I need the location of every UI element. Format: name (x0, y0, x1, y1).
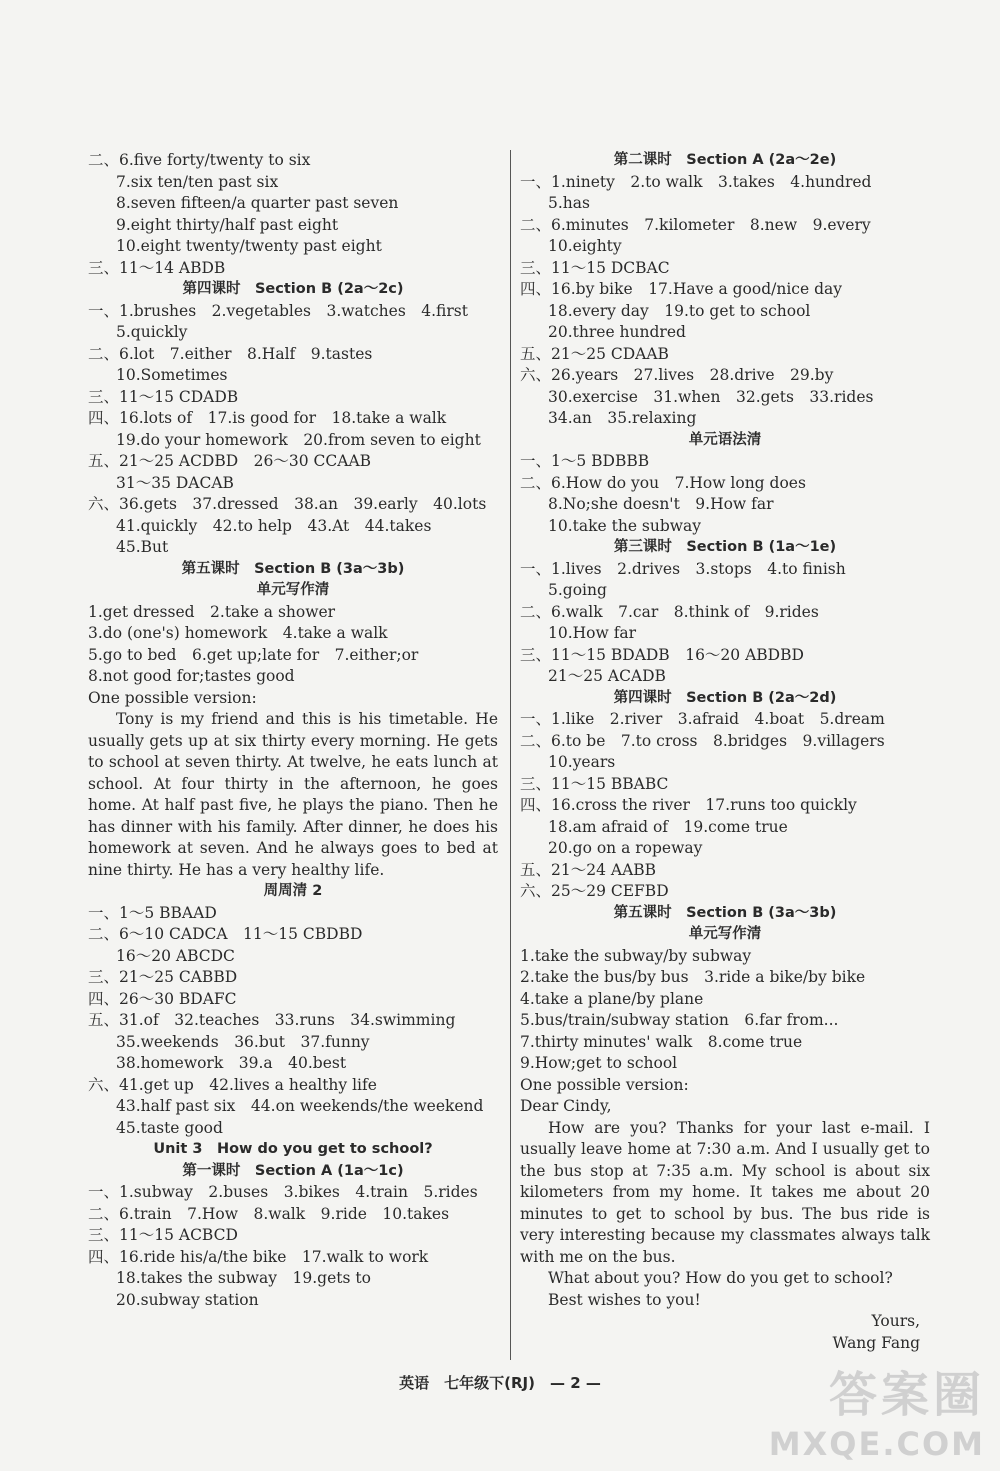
left-line: 周周清 2 (263, 883, 323, 899)
right-line: 10.take the subway (548, 516, 702, 535)
right-line: 5.bus/train/subway station 6.far from... (520, 1011, 839, 1029)
left-line: 三、11～14 ABDB (88, 258, 226, 277)
right-line: 18.am afraid of 19.come true (548, 817, 788, 836)
right-line: 4.take a plane/by plane (520, 989, 704, 1008)
page-footer: 英语 七年级下(RJ) — 2 — (399, 1374, 601, 1392)
left-line: 三、11～15 CDADB (88, 387, 239, 406)
right-line: Dear Cindy, (520, 1097, 612, 1115)
left-line: 45.But (116, 538, 169, 556)
left-line: 3.do (one's) homework 4.take a walk (88, 624, 388, 642)
left-line: 四、16.lots of 17.is good for 18.take a walk (88, 409, 447, 427)
left-line: 二、6.lot 7.either 8.Half 9.tastes (88, 344, 373, 363)
left-line: 38.homework 39.a 40.best (116, 1054, 347, 1072)
right-line: 四、16.cross the river 17.runs too quickly (520, 796, 857, 814)
right-line: 三、11～15 DCBAC (520, 258, 670, 277)
left-line: 第五课时 Section B (3a～3b) (181, 560, 405, 577)
right-line: 第三课时 Section B (1a～1e) (613, 539, 837, 555)
right-line: 六、26.years 27.lives 28.drive 29.by (520, 366, 834, 384)
right-line: What about you? How do you get to school? (548, 1269, 893, 1287)
left-column (88, 150, 498, 1311)
left-line: 二、6～10 CADCA 11～15 CBDBD (88, 925, 363, 943)
left-line: One possible version: (88, 688, 257, 707)
right-line: 二、6.minutes 7.kilometer 8.new 9.every (520, 215, 871, 234)
right-line: 第二课时 Section A (2a～2e) (613, 152, 837, 168)
right-line: 1.take the subway/by subway (520, 946, 752, 965)
right-line: Yours, (871, 1312, 920, 1330)
watermark-line1: 答案圈 (828, 1367, 985, 1423)
right-line: 二、6.How do you 7.How long does (520, 473, 806, 492)
right-line: 单元写作清 (688, 926, 762, 942)
left-line: 二、6.five forty/twenty to six (88, 151, 311, 169)
left-line: 8.seven fifteen/a quarter past seven (116, 194, 399, 212)
right-line: 10.eighty (548, 237, 622, 255)
left-line: 18.takes the subway 19.gets to (116, 1269, 371, 1287)
right-line: 第四课时 Section B (2a～2d) (613, 689, 837, 706)
left-line: 1.get dressed 2.take a shower (88, 602, 336, 621)
right-line: 9.How;get to school (520, 1054, 678, 1072)
right-line: 20.go on a ropeway (548, 839, 703, 857)
right-line: 10.years (548, 753, 616, 771)
right-line: Wang Fang (832, 1333, 920, 1352)
right-line: How are you? Thanks for your last e-mail. I usually leave home at 7:30 a.m. And I usually get to the bus stop at 7:35 a.m. My school is about six kilometers from my home. It takes me about 20 minutes to get to school by bus. The bus ride is very interesting because my classmates always talk with me on the bus. (520, 1118, 930, 1266)
column-divider (510, 150, 511, 1360)
left-line: 45.taste good (116, 1118, 223, 1137)
left-line: 8.not good for;tastes good (88, 667, 295, 685)
right-line: 20.three hundred (548, 323, 686, 341)
right-line: 五、21～24 AABB (520, 860, 657, 879)
left-line: 9.eight thirty/half past eight (116, 215, 339, 234)
right-line: One possible version: (520, 1075, 689, 1094)
left-line: 第一课时 Section A (1a～1c) (182, 1162, 404, 1179)
right-line: 单元语法清 (688, 431, 762, 448)
right-line: 五、21～25 CDAAB (520, 344, 669, 363)
left-line: Unit 3 How do you get to school? (153, 1141, 433, 1157)
left-line: 41.quickly 42.to help 43.At 44.takes (116, 516, 432, 535)
left-line: 五、31.of 32.teaches 33.runs 34.swimming (88, 1011, 456, 1029)
right-line: 10.How far (548, 624, 637, 642)
left-line: 5.quickly (116, 323, 188, 341)
left-line: 7.six ten/ten past six (116, 172, 279, 191)
watermark-logo (769, 1356, 985, 1463)
left-line: 四、26～30 BDAFC (88, 989, 237, 1008)
left-line: 43.half past six 44.on weekends/the weekend (116, 1097, 484, 1115)
right-line: 一、1～5 BDBBB (520, 452, 650, 470)
right-line: 一、1.ninety 2.to walk 3.takes 4.hundred (520, 172, 872, 191)
right-line: 5.going (548, 581, 607, 599)
left-line: 一、1.brushes 2.vegetables 3.watches 4.first (88, 301, 468, 320)
right-line: 三、11～15 BBABC (520, 774, 669, 793)
left-line: 31～35 DACAB (116, 473, 234, 492)
right-line: 六、25～29 CEFBD (520, 882, 669, 900)
right-line: 21～25 ACADB (548, 667, 666, 685)
left-line: 一、1～5 BBAAD (88, 903, 217, 922)
left-line: 10.eight twenty/twenty past eight (116, 237, 382, 255)
right-line: 8.No;she doesn't 9.How far (548, 495, 774, 513)
left-line: 19.do your homework 20.from seven to eight (116, 430, 481, 449)
right-line: 一、1.like 2.river 3.afraid 4.boat 5.dream (520, 710, 885, 728)
right-line: 7.thirty minutes' walk 8.come true (520, 1032, 803, 1051)
left-line: 五、21～25 ACDBD 26～30 CCAAB (88, 452, 372, 470)
right-line: 四、16.by bike 17.Have a good/nice day (520, 280, 843, 298)
left-line: 单元写作清 (256, 582, 330, 598)
right-line: 一、1.lives 2.drives 3.stops 4.to finish (520, 559, 846, 578)
left-line: 20.subway station (116, 1290, 259, 1309)
left-line: 第四课时 Section B (2a～2c) (182, 281, 404, 297)
right-line: Best wishes to you! (548, 1290, 701, 1309)
left-line: 5.go to bed 6.get up;late for 7.either;or (88, 645, 419, 664)
right-column (520, 150, 930, 1354)
right-line: 三、11～15 BDADB 16～20 ABDBD (520, 645, 804, 664)
left-line: 三、11～15 ACBCD (88, 1226, 238, 1244)
right-line: 2.take the bus/by bus 3.ride a bike/by bike (520, 968, 866, 986)
right-line: 18.every day 19.to get to school (548, 301, 811, 320)
watermark-line2: MXQE.COM (768, 1425, 985, 1463)
left-line: Tony is my friend and this is his timetable. He usually gets up at six thirty every morning. He gets to school at seven thirty. At twelve, he eats lunch at school. At four thirty in the afternoon, he goes home. At half past five, he plays the piano. Then he has dinner with his family. After dinner, he does his homework at seven. And he always goes to bed at nine thirty. He has a very healthy life. (88, 710, 498, 879)
left-line: 10.Sometimes (116, 366, 228, 384)
left-line: 一、1.subway 2.buses 3.bikes 4.train 5.rides (88, 1183, 478, 1201)
left-line: 三、21～25 CABBD (88, 968, 238, 986)
right-line: 34.an 35.relaxing (548, 409, 697, 427)
left-line: 六、41.get up 42.lives a healthy life (88, 1075, 377, 1094)
right-line: 5.has (548, 194, 590, 212)
right-line: 第五课时 Section B (3a～3b) (613, 904, 837, 921)
right-line: 30.exercise 31.when 32.gets 33.rides (548, 387, 874, 406)
left-line: 16～20 ABCDC (116, 946, 235, 965)
right-line: 二、6.walk 7.car 8.think of 9.rides (520, 602, 819, 621)
left-line: 二、6.train 7.How 8.walk 9.ride 10.takes (88, 1204, 450, 1223)
left-line: 六、36.gets 37.dressed 38.an 39.early 40.lots (88, 495, 487, 513)
right-line: 二、6.to be 7.to cross 8.bridges 9.villagers (520, 731, 885, 750)
left-line: 四、16.ride his/a/the bike 17.walk to work (88, 1247, 429, 1266)
left-line: 35.weekends 36.but 37.funny (116, 1032, 370, 1051)
